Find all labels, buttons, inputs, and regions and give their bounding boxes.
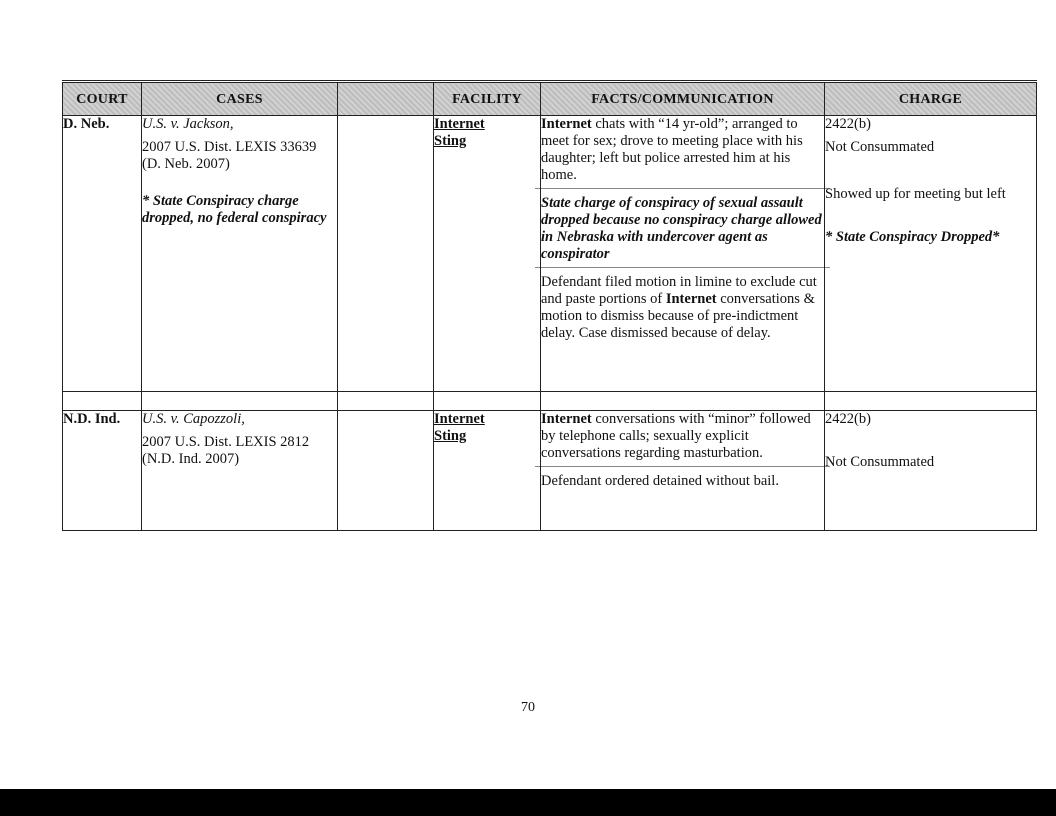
charge-status: Not Consummated [825, 139, 935, 155]
case-name: U.S. v. Jackson, [142, 116, 234, 132]
facility-line2: Sting [434, 133, 467, 149]
header-facility: FACILITY [434, 82, 541, 116]
facility-line1: Internet [434, 411, 485, 427]
case-citation: 2007 U.S. Dist. LEXIS 33639 (D. Neb. 2007) [142, 139, 317, 172]
facts-paragraph: State charge of conspiracy of sexual assault dropped because no conspiracy charge allowed in Nebraska with undercover agent as conspirator [541, 195, 822, 262]
scan-border [0, 789, 1056, 816]
case-note: * State Conspiracy charge dropped, no federal conspiracy [142, 193, 327, 226]
blank-cell [338, 116, 434, 392]
facts-paragraph: Defendant filed motion in limine to exclude cut and paste portions of Internet conversations & motion to dismiss because of pre-indictment delay. Case dismissed because of delay. [541, 274, 817, 341]
page-number: 70 [521, 700, 535, 715]
court-cell: N.D. Ind. [63, 411, 142, 531]
facts-paragraph: Internet chats with “14 yr-old”; arranged to meet for sex; drove to meeting place with his daughter; left but police arrested him at his home. [541, 116, 803, 183]
spacer-row [63, 392, 1037, 411]
case-name: U.S. v. Capozzoli, [142, 411, 245, 427]
header-court: COURT [63, 82, 142, 116]
header-cases: CASES [142, 82, 338, 116]
cases-cell [142, 116, 338, 392]
header-row [63, 82, 1037, 116]
facility-cell [434, 116, 541, 392]
table-row [63, 116, 1037, 392]
table-row [63, 411, 1037, 531]
case-citation: 2007 U.S. Dist. LEXIS 2812 (N.D. Ind. 2007) [142, 434, 310, 467]
header-facts: FACTS/COMMUNICATION [541, 82, 825, 116]
cases-cell [142, 411, 338, 531]
facility-line2: Sting [434, 428, 467, 444]
charge-note: Showed up for meeting but left [825, 186, 1006, 202]
facility-cell [434, 411, 541, 531]
blank-cell [338, 411, 434, 531]
facts-paragraph: Internet conversations with “minor” followed by telephone calls; sexually explicit conversations regarding masturbation. [541, 411, 811, 461]
charge-statute: 2422(b) [825, 411, 871, 427]
charge-status: Not Consummated [825, 454, 935, 470]
header-charge: CHARGE [825, 82, 1037, 116]
case-table [62, 80, 1037, 531]
charge-cell [825, 411, 1037, 531]
facility-line1: Internet [434, 116, 485, 132]
charge-cell [825, 116, 1037, 392]
header-blank [338, 82, 434, 116]
court-cell: D. Neb. [63, 116, 142, 392]
charge-statute: 2422(b) [825, 116, 871, 132]
facts-cell [541, 116, 825, 392]
facts-paragraph: Defendant ordered detained without bail. [541, 473, 779, 489]
charge-note: * State Conspiracy Dropped* [825, 229, 1000, 245]
facts-cell [541, 411, 825, 531]
